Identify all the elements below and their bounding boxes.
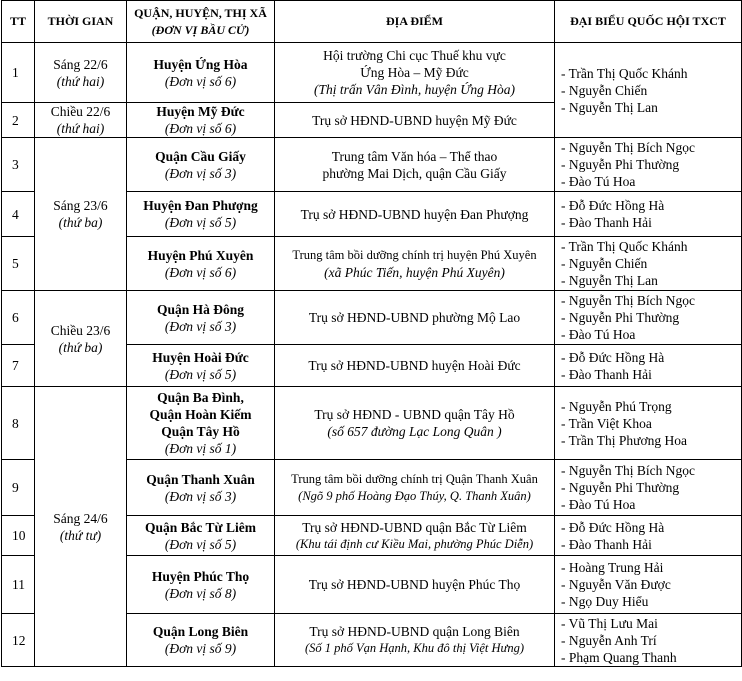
unit-name: Huyện Mỹ Đức bbox=[156, 104, 245, 119]
place-name: phường Mai Dịch, quận Cầu Giấy bbox=[322, 165, 507, 181]
unit-name: Quận Hoàn Kiếm bbox=[149, 407, 252, 422]
representatives-cell bbox=[555, 138, 742, 192]
representatives-cell bbox=[555, 237, 742, 291]
unit-name: Quận Long Biên bbox=[152, 624, 249, 639]
place-cell bbox=[275, 345, 555, 387]
weekday-label: (thứ ba) bbox=[58, 215, 103, 230]
row-number: 10 bbox=[2, 516, 35, 556]
representative-name: - Đỗ Đức Hồng Hà bbox=[561, 198, 665, 213]
representative-name: - Trần Việt Khoa bbox=[561, 415, 652, 431]
representative-name: - Hoàng Trung Hải bbox=[561, 560, 664, 575]
electoral-unit: (Đơn vị số 6) bbox=[164, 264, 237, 280]
row-number: 5 bbox=[2, 237, 35, 291]
representative-name: - Ngọ Duy Hiểu bbox=[561, 594, 649, 609]
representatives-cell bbox=[555, 556, 742, 614]
header-row bbox=[2, 1, 742, 43]
place-cell bbox=[275, 291, 555, 345]
representative-name: - Trần Thị Quốc Khánh bbox=[561, 239, 688, 254]
weekday-label: (thứ ba) bbox=[58, 339, 103, 355]
schedule-row bbox=[2, 387, 742, 460]
time-label: Sáng 22/6 bbox=[53, 56, 108, 72]
place-name: Trụ sở HĐND-UBND quận Long Biên bbox=[309, 624, 520, 639]
unit-cell bbox=[127, 291, 275, 345]
row-number: 7 bbox=[2, 345, 35, 387]
schedule-row bbox=[2, 291, 742, 345]
representative-name: - Đỗ Đức Hồng Hà bbox=[561, 349, 665, 365]
place-name: Trụ sở HĐND-UBND huyện Hoài Đức bbox=[308, 358, 521, 373]
unit-name: Huyện Đan Phượng bbox=[143, 198, 258, 213]
schedule-row bbox=[2, 43, 742, 103]
row-number: 2 bbox=[2, 103, 35, 138]
place-address: (Thị trấn Vân Đình, huyện Ứng Hòa) bbox=[313, 82, 516, 97]
unit-cell bbox=[127, 387, 275, 460]
place-cell bbox=[275, 614, 555, 667]
row-number: 11 bbox=[2, 556, 35, 614]
row-number: 12 bbox=[2, 614, 35, 667]
unit-name: Huyện Phúc Thọ bbox=[151, 568, 250, 584]
row-number: 8 bbox=[2, 387, 35, 460]
representative-name: - Phạm Quang Thanh bbox=[561, 649, 677, 665]
header-unit-subtitle: (ĐƠN VỊ BẦU CỬ) bbox=[151, 22, 250, 37]
row-number: 1 bbox=[2, 43, 35, 103]
unit-name: Quận Hà Đông bbox=[156, 301, 245, 317]
time-cell bbox=[35, 103, 127, 138]
header-time: THỜI GIAN bbox=[35, 1, 127, 43]
representative-name: - Nguyễn Phi Thường bbox=[561, 157, 680, 172]
representative-name: - Vũ Thị Lưu Mai bbox=[561, 615, 658, 631]
representatives-cell bbox=[555, 387, 742, 460]
place-address: (Số 1 phố Vạn Hạnh, Khu đô thị Việt Hưng) bbox=[304, 641, 525, 655]
representative-name: - Nguyễn Thị Bích Ngọc bbox=[561, 463, 695, 478]
representative-name: - Đào Thanh Hải bbox=[561, 536, 652, 552]
electoral-unit: (Đơn vị số 3) bbox=[164, 165, 237, 181]
representatives-cell bbox=[555, 291, 742, 345]
unit-name: Quận Cầu Giấy bbox=[155, 148, 246, 164]
weekday-label: (thứ hai) bbox=[56, 73, 105, 89]
unit-cell bbox=[127, 460, 275, 516]
representative-name: - Nguyễn Phi Thường bbox=[561, 480, 680, 495]
representative-name: - Nguyễn Thị Bích Ngọc bbox=[561, 293, 695, 308]
unit-name: Huyện Ứng Hòa bbox=[153, 56, 248, 72]
row-number: 6 bbox=[2, 291, 35, 345]
place-cell bbox=[275, 516, 555, 556]
electoral-unit: (Đơn vị số 9) bbox=[164, 641, 237, 656]
header-place: ĐỊA ĐIỂM bbox=[275, 1, 555, 43]
row-number: 4 bbox=[2, 192, 35, 237]
place-name: Trụ sở HĐND - UBND quận Tây Hồ bbox=[314, 407, 515, 422]
representative-name: - Đào Thanh Hải bbox=[561, 215, 652, 230]
time-label: Chiều 23/6 bbox=[50, 322, 111, 338]
representative-name: - Nguyễn Phi Thường bbox=[561, 310, 680, 325]
unit-cell bbox=[127, 43, 275, 103]
place-name: Trụ sở HĐND-UBND huyện Mỹ Đức bbox=[312, 112, 517, 128]
representatives-cell bbox=[555, 460, 742, 516]
representative-name: - Đỗ Đức Hồng Hà bbox=[561, 519, 665, 535]
representatives-cell bbox=[555, 345, 742, 387]
representatives-cell bbox=[555, 614, 742, 667]
place-name: Trụ sở HĐND-UBND phường Mộ Lao bbox=[308, 310, 521, 325]
place-name: Trụ sở HĐND-UBND huyện Đan Phượng bbox=[300, 206, 529, 222]
representative-name: - Trần Thị Quốc Khánh bbox=[561, 65, 688, 81]
representative-name: - Nguyễn Thị Bích Ngọc bbox=[561, 140, 695, 155]
electoral-unit: (Đơn vị số 5) bbox=[164, 215, 237, 230]
representative-name: - Nguyễn Thị Lan bbox=[561, 99, 658, 115]
representative-name: - Đào Tú Hoa bbox=[561, 497, 636, 512]
unit-name: Quận Bắc Từ Liêm bbox=[145, 519, 256, 535]
time-label: Chiều 22/6 bbox=[50, 104, 111, 119]
unit-cell bbox=[127, 516, 275, 556]
header-tt: TT bbox=[2, 1, 35, 43]
weekday-label: (thứ tư) bbox=[59, 527, 102, 543]
meeting-schedule-table bbox=[1, 0, 742, 667]
place-address: (Khu tái định cư Kiều Mai, phường Phúc Diễn) bbox=[295, 536, 534, 551]
unit-cell bbox=[127, 192, 275, 237]
time-cell bbox=[35, 387, 127, 667]
place-name: Trung tâm Văn hóa – Thể thao bbox=[331, 148, 498, 164]
header-reps: ĐẠI BIỂU QUỐC HỘI TXCT bbox=[555, 1, 742, 43]
representative-name: - Nguyễn Chiến bbox=[561, 256, 648, 271]
unit-name: Quận Tây Hồ bbox=[161, 424, 240, 439]
place-cell bbox=[275, 103, 555, 138]
unit-name: Huyện Phú Xuyên bbox=[147, 247, 254, 263]
unit-cell bbox=[127, 614, 275, 667]
place-name: Trụ sở HĐND-UBND quận Bắc Từ Liêm bbox=[302, 519, 527, 535]
place-address: (Ngõ 9 phố Hoàng Đạo Thúy, Q. Thanh Xuân) bbox=[298, 488, 531, 503]
place-cell bbox=[275, 43, 555, 103]
representative-name: - Đào Tú Hoa bbox=[561, 174, 636, 189]
representative-name: - Nguyễn Văn Được bbox=[561, 577, 671, 592]
unit-cell bbox=[127, 556, 275, 614]
unit-name: Huyện Hoài Đức bbox=[152, 349, 249, 365]
unit-name: Quận Thanh Xuân bbox=[146, 471, 255, 487]
representatives-cell bbox=[555, 43, 742, 138]
electoral-unit: (Đơn vị số 1) bbox=[164, 441, 237, 456]
representatives-cell bbox=[555, 192, 742, 237]
place-address: (số 657 đường Lạc Long Quân ) bbox=[327, 424, 502, 439]
place-name: Hội trường Chi cục Thuế khu vực bbox=[323, 48, 506, 63]
header-unit bbox=[127, 1, 275, 43]
place-cell bbox=[275, 460, 555, 516]
representative-name: - Nguyễn Thị Lan bbox=[561, 273, 658, 288]
representative-name: - Đào Tú Hoa bbox=[561, 327, 636, 342]
electoral-unit: (Đơn vị số 3) bbox=[164, 318, 237, 334]
unit-cell bbox=[127, 138, 275, 192]
place-name: Trung tâm bồi dưỡng chính trị huyện Phú Xuyên bbox=[292, 247, 537, 262]
place-cell bbox=[275, 556, 555, 614]
place-cell bbox=[275, 237, 555, 291]
unit-cell bbox=[127, 345, 275, 387]
electoral-unit: (Đơn vị số 6) bbox=[164, 73, 237, 89]
row-number: 9 bbox=[2, 460, 35, 516]
header-unit-title: QUẬN, HUYỆN, THỊ XÃ bbox=[134, 5, 267, 20]
place-name: Ứng Hòa – Mỹ Đức bbox=[360, 65, 469, 80]
electoral-unit: (Đơn vị số 8) bbox=[164, 585, 237, 601]
place-name: Trung tâm bồi dưỡng chính trị Quận Thanh Xuân bbox=[291, 471, 538, 486]
time-label: Sáng 23/6 bbox=[53, 198, 108, 213]
representative-name: - Trần Thị Phương Hoa bbox=[561, 432, 687, 448]
place-address: (xã Phúc Tiến, huyện Phú Xuyên) bbox=[324, 264, 505, 280]
time-cell bbox=[35, 43, 127, 103]
row-number: 3 bbox=[2, 138, 35, 192]
unit-cell bbox=[127, 103, 275, 138]
time-label: Sáng 24/6 bbox=[53, 510, 108, 526]
place-name: Trụ sở HĐND-UBND huyện Phúc Thọ bbox=[308, 577, 521, 592]
place-cell bbox=[275, 192, 555, 237]
weekday-label: (thứ hai) bbox=[56, 121, 105, 136]
place-cell bbox=[275, 387, 555, 460]
time-cell bbox=[35, 291, 127, 387]
representative-name: - Nguyễn Chiến bbox=[561, 82, 648, 98]
unit-name: Quận Ba Đình, bbox=[157, 390, 244, 405]
representative-name: - Nguyễn Phú Trọng bbox=[561, 398, 672, 414]
representative-name: - Nguyễn Anh Trí bbox=[561, 632, 657, 648]
unit-cell bbox=[127, 237, 275, 291]
electoral-unit: (Đơn vị số 6) bbox=[164, 121, 237, 136]
electoral-unit: (Đơn vị số 5) bbox=[164, 366, 237, 382]
place-cell bbox=[275, 138, 555, 192]
time-cell bbox=[35, 138, 127, 291]
electoral-unit: (Đơn vị số 3) bbox=[164, 488, 237, 504]
electoral-unit: (Đơn vị số 5) bbox=[164, 536, 237, 552]
representatives-cell bbox=[555, 516, 742, 556]
representative-name: - Đào Thanh Hải bbox=[561, 366, 652, 382]
schedule-row bbox=[2, 138, 742, 192]
